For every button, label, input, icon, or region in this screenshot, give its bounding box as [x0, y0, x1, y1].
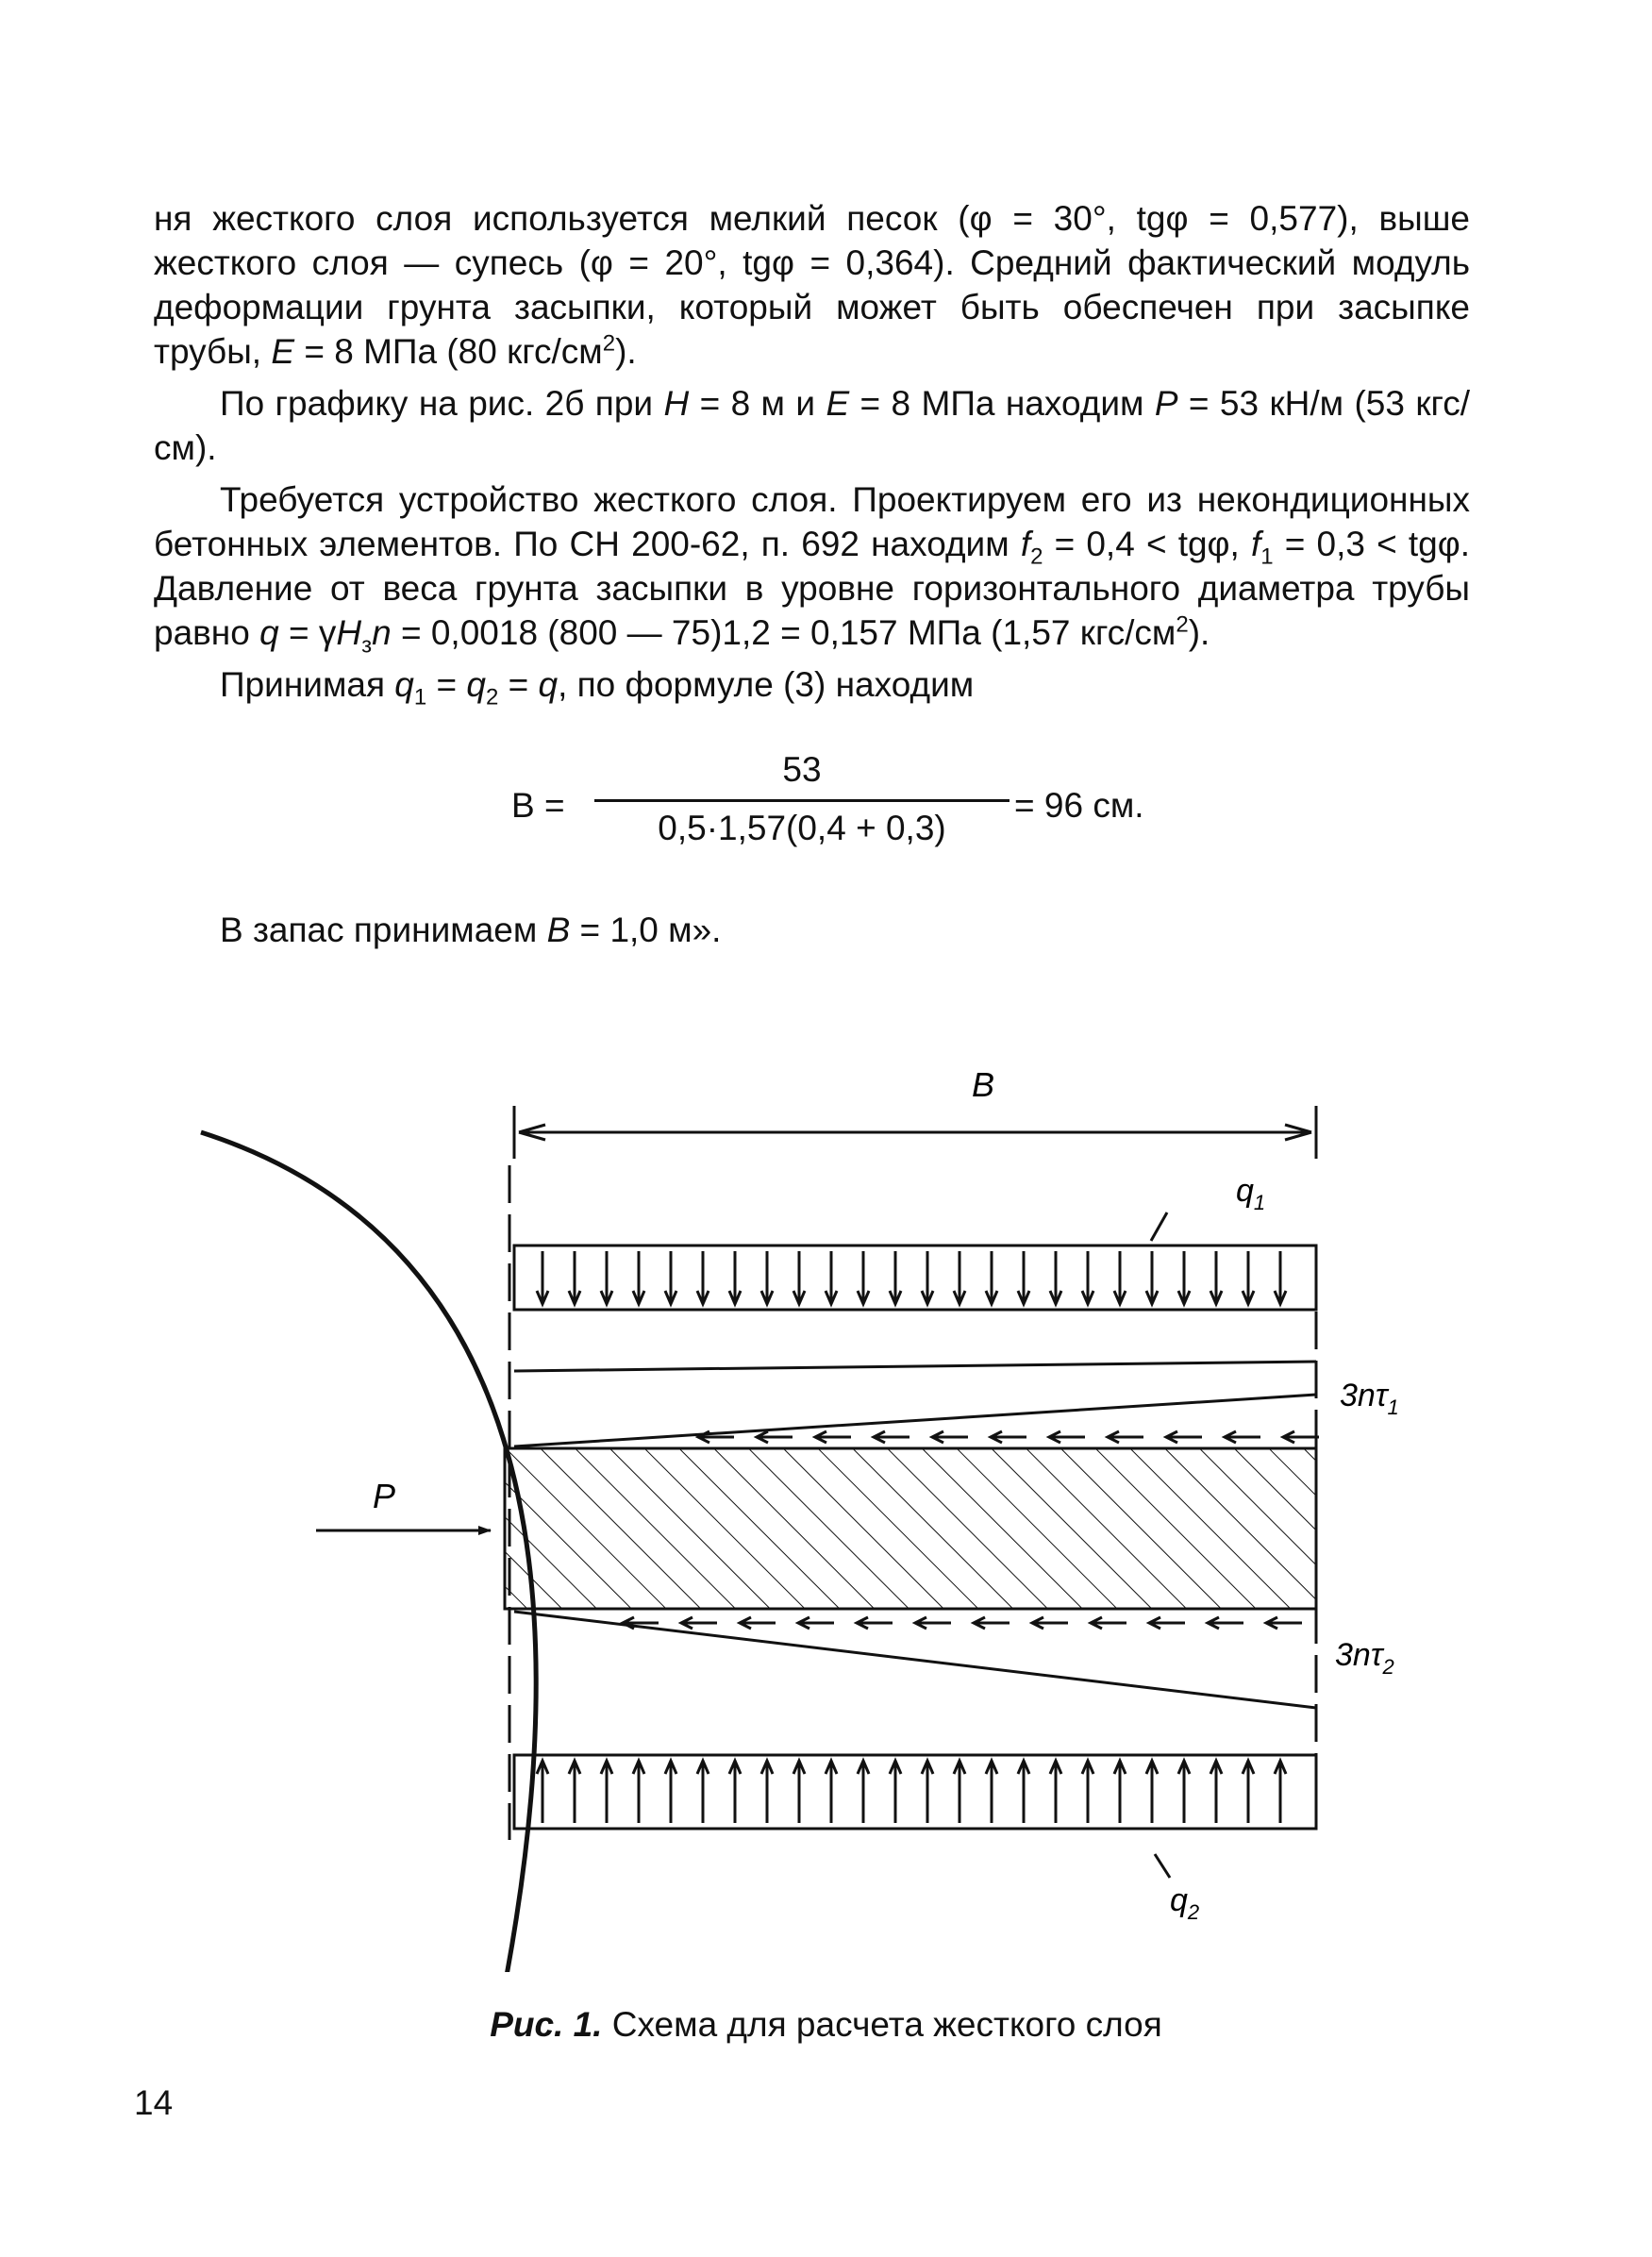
body-text [154, 196, 1470, 711]
label-p: P [373, 1477, 396, 1515]
shear-tau2 [514, 1612, 1316, 1708]
load-q1 [514, 1246, 1316, 1310]
paragraph-3: Требуется устройство жесткого слоя. Проектируем его из некондиционных бетонных элементов. По СН 200-62, п. 692 находим $f_2 = 0,4 < tg\varphi$, $f_1 = 0,3 < tg\varphi$. Давление от веса грунта засыпки в уровне горизонтального диаметра трубы равно $q = \gamma H_зn = 0,0018$ (800 — 75)1,2 = 0,157 МПа (1,57 кгс/$см^2$). [154, 480, 1470, 659]
figure-caption: Рис. 1. Схема для расчета жесткого слоя [490, 2005, 1162, 2044]
formula-b [491, 750, 1151, 873]
dimension-b [514, 1106, 1316, 1159]
formula-lhs: B = [511, 786, 565, 825]
shear-tau2-arrows [623, 1617, 1302, 1629]
formula-denominator: 0,5·1,57(0,4 + 0,3) [658, 809, 946, 847]
reserve-sentence: В запас принимаем B = 1,0 м». [220, 911, 722, 949]
label-tau1: $3n\tau_1$ [1340, 1378, 1399, 1419]
load-q2-arrows [537, 1761, 1286, 1823]
rigid-layer [505, 1448, 1316, 1609]
shear-tau1 [514, 1362, 1316, 1446]
rigid-layer-diagram [0, 1047, 1652, 1972]
paragraph-1: ня жесткого слоя используется мелкий песок (φ = 30°, tgφ = 0,577), выше жесткого слоя — супесь (φ = 20°, tgφ = 0,364). Средний фактический модуль деформации грунта засыпки, который может быть обеспечен при засыпке трубы, E = 8 МПа (80 кгс/$см^2$). [154, 199, 1470, 371]
paragraph-2: По графику на рис. 2б при H = 8 м и E = 8 МПа находим P = 53 кН/м (53 кгс/см). [154, 384, 1470, 467]
label-q1: $q_1$ [1236, 1173, 1266, 1214]
load-q2 [514, 1755, 1316, 1829]
paragraph-4: Принимая $q_1 = q_2 = q$, по формуле (3) находим [220, 665, 975, 711]
label-b: B [972, 1065, 995, 1104]
load-q1-arrows [537, 1251, 1286, 1304]
leader-q2 [1155, 1854, 1170, 1878]
page-number: 14 [134, 2083, 174, 2122]
shear-tau1-arrows [698, 1431, 1319, 1443]
formula-result: = 96 см. [1014, 786, 1144, 825]
formula-numerator: 53 [782, 750, 822, 789]
pipe-arc [201, 1132, 536, 1972]
label-tau2: $3n\tau_2$ [1335, 1637, 1394, 1679]
label-q2: $q_2$ [1170, 1882, 1200, 1924]
fraction-bar [594, 799, 1010, 802]
leader-q1 [1151, 1212, 1167, 1241]
